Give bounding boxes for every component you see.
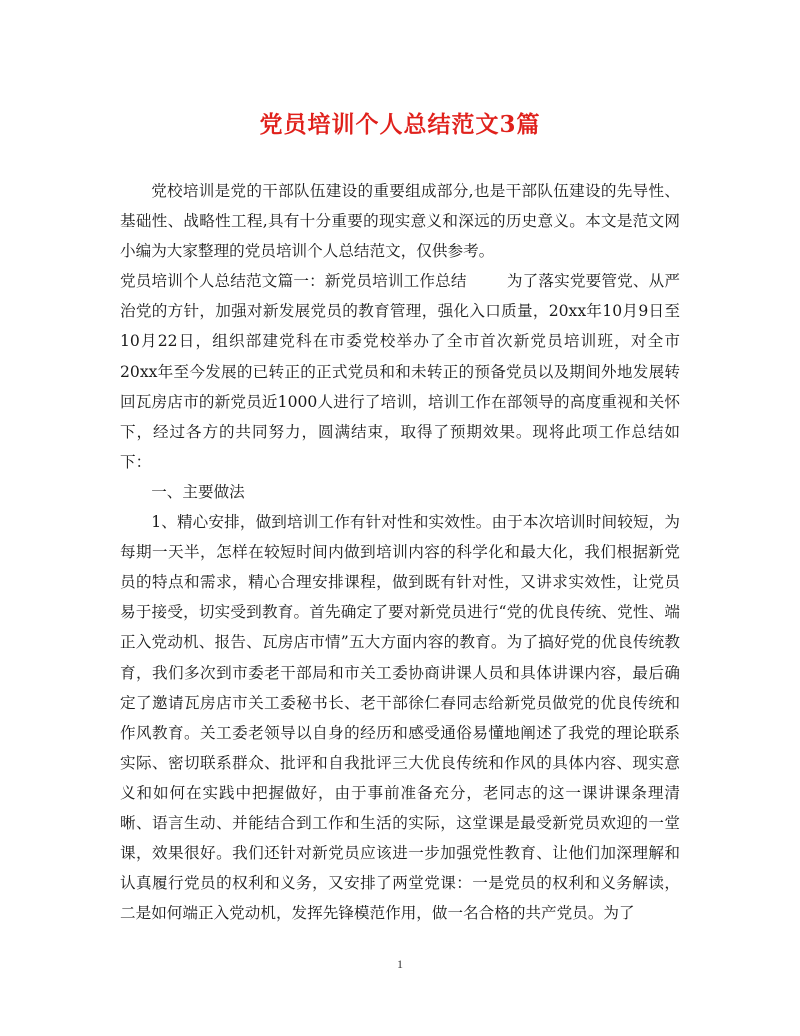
section-heading-paragraph [120,266,680,477]
section-heading: 党员培训个人总结范文篇一：新党员培训工作总结 [120,272,467,291]
method-paragraph-1: 1、精心安排，做到培训工作有针对性和实效性。由于本次培训时间较短，为每期一天半，怎样在较短时间内做到培训内容的科学化和最大化，我们根据新党员的特点和需求，精心合理安排课程，做到既有针对性，又讲求实效性，让党员易于接受，切实受到教育。首先确定了要对新党员进行“党的优良传统、党性、端正入党动机、报告、瓦房店市情”五大方面内容的教育。为了搞好党的优良传统教育，我们多次到市委老干部局和市关工委协商讲课人员和具体讲课内容，最后确定了邀请瓦房店市关工委秘书长、老干部徐仁春同志给新党员做党的优良传统和作风教育。关工委老领导以自身的经历和感受通俗易懂地阐述了我党的理论联系实际、密切联系群众、批评和自我批评三大优良传统和作风的具体内容、现实意义和如何在实践中把握做好，由于事前准备充分，老同志的这一课讲课条理清晰、语言生动、并能结合到工作和生活的实际，这堂课是最受新党员欢迎的一堂课，效果很好。我们还针对新党员应该进一步加强党性教育、让他们加深理解和认真履行党员的权利和义务，又安排了两堂党课：一是党员的权利和义务解读，二是如何端正入党动机，发挥先锋模范作用，做一名合格的共产党员。为了 [120,513,680,923]
subheading-main-methods: 一、主要做法 [151,482,245,501]
section-opening-text: 为了落实党要管党、从严治党的方针，加强对新发展党员的教育管理，强化入口质量，20xx年10月9日至10月22日，组织部建党科在市委党校举办了全市首次新党员培训班，对全市20xx年至今发展的已转正的正式党员和和未转正的预备党员以及期间外地发展转回瓦房店市的新党员近1000人进行了培训，培训工作在部领导的高度重视和关怀下，经过各方的共同努力，圆满结束，取得了预期效果。现将此项工作总结如下： [120,272,680,471]
page-number: 1 [397,957,403,971]
document-body [120,176,680,928]
document-title: 党员培训个人总结范文3篇 [259,111,541,138]
intro-paragraph: 党校培训是党的干部队伍建设的重要组成部分,也是干部队伍建设的先导性、基础性、战略性工程,具有十分重要的现实意义和深远的历史意义。本文是范文网小编为大家整理的党员培训个人总结范文，仅供参考。 [120,182,680,261]
